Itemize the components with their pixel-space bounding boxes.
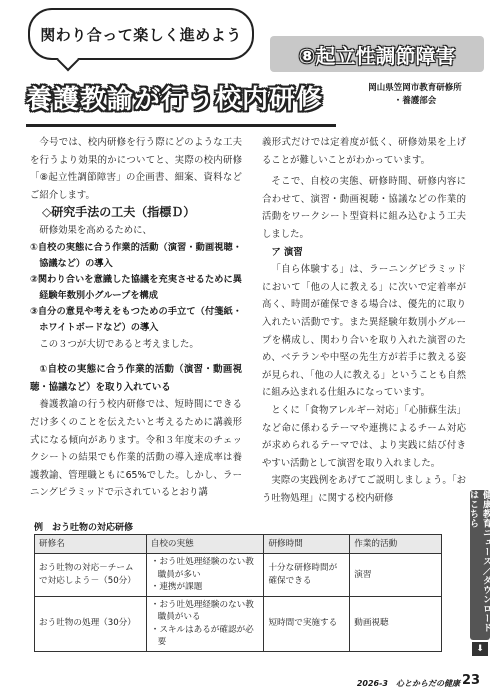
table-row: [35, 554, 442, 597]
list-item: ①自校の実態に合う作業的活動（演習・動画視聴・協議など）の導入: [30, 241, 242, 269]
body-paragraph: 「自ら体験する」は、ラーニングピラミッドにおいて「他の人に教える」に次いで定着率が高く、時間が確保できる場合は、優先的に取り入れたい活動です。また異経験年数別小グループを構成し、関わり合いを取り入れた演習のため、ベテランや中堅の先生方が若手に教える姿が見られ、「他の人に教える」ということも自然に組み込まれる仕組みになっています。: [262, 264, 466, 399]
school-facts-cell: [146, 554, 264, 597]
summary-text: この３つが大切であると考えました。: [39, 338, 199, 350]
body-paragraph: そこで、自校の実態、研修時間、研修内容に合わせて、演習・動画視聴・協議などの作業的活動をワークシート型資料に組み込むよう工夫しました。: [262, 176, 466, 240]
author-dept: ・養護部会: [393, 96, 437, 106]
section-heading: ◇研究手法の工夫（指標Ｄ）: [42, 205, 196, 220]
intro-paragraph: 今号では、校内研修を行う際にどのような工夫を行うより効果的かについてと、実際の校内研修「⑧起立性調節障害」の企画書、細案、資料などご紹介します。: [30, 137, 242, 201]
body-paragraph: 養護教諭の行う校内研修では、短時間にできるだけ多くのことを伝えたいと考えるために講義形式になる傾向があります。令和３年度末のチェックシートの結果でも作業的活動の導入達成率は養護教諭、管理職ともに65%でした。しかし、ラーニングピラミッドで示されているとおり講: [30, 399, 242, 499]
series-banner: ⑧起立性調節障害: [270, 36, 484, 72]
column-header: 研修名: [35, 535, 147, 554]
training-name-cell: おう吐物の対応－チームで対応しよう－（50分）: [35, 554, 147, 597]
fact-item: ・おう吐処理経験のない教職員がいる: [150, 599, 254, 622]
body-paragraph: 義形式だけでは定着度が低く、研修効果を上げることが難しいことがわかっています。: [262, 137, 466, 166]
footer-issue: 2026-3 心とからだの健康: [356, 679, 460, 688]
column-header: 自校の実態: [146, 535, 264, 554]
list-item: ③自分の意見や考えをもつための手立て（付箋紙・ホワイトボードなど）の導入: [30, 305, 242, 333]
fact-item: ・おう吐処理経験のない教職員が多い: [150, 557, 254, 580]
table-header-row: [35, 535, 442, 554]
column-header: 作業的活動: [350, 535, 442, 554]
fact-item: ・連携が課題: [150, 582, 203, 592]
author: [340, 82, 490, 108]
page-title: 養護教諭が行う校内研修: [26, 84, 324, 115]
title-underline: [26, 124, 336, 127]
lead-text: 研修効果を高めるために、: [39, 224, 152, 236]
left-column: [30, 134, 242, 502]
subsection-heading: ア 演習: [271, 246, 303, 258]
time-cell: 十分な研修時間が確保できる: [264, 554, 350, 597]
list-item: ②関わり合いを意識した協議を充実させるために異経験年数別小グループを構成: [30, 273, 242, 301]
method-list: [30, 240, 242, 336]
download-arrow-icon[interactable]: ⬇: [472, 642, 488, 656]
activity-cell: 演習: [350, 554, 442, 597]
table-caption: 例 おう吐物の対応研修: [34, 523, 134, 533]
school-facts-cell: [146, 596, 264, 651]
download-side-tab[interactable]: 健康教育ニュース／ダウンロードはこちら: [470, 490, 490, 640]
fact-item: ・スキルはあるが確認が必要: [150, 624, 254, 647]
body-paragraph: 実際の実践例をあげてご説明しましょう。「おう吐物処理」に関する校内研修: [262, 475, 466, 504]
example-table: [34, 534, 442, 652]
body-paragraph: とくに「食物アレルギー対応」「心肺蘇生法」など命に係わるテーマや連携によるチーム対応が求められるテーマでは、より実践に結び付きやすい活動として演習を取り入れました。: [262, 404, 466, 469]
header-bubble: 関わり合って楽しく進めよう: [28, 8, 254, 60]
column-header: 研修時間: [264, 535, 350, 554]
page-number: 23: [462, 673, 481, 688]
author-org: 岡山県笠岡市教育研修所: [368, 83, 462, 93]
right-column: [262, 134, 466, 507]
training-name-cell: おう吐物の処理（30分）: [35, 596, 147, 651]
table-row: [35, 596, 442, 651]
time-cell: 短時間で実施する: [264, 596, 350, 651]
subsection-heading: ①自校の実態に合う作業的活動（演習・動画視聴・協議など）を取り入れている: [30, 364, 242, 393]
activity-cell: 動画視聴: [350, 596, 442, 651]
